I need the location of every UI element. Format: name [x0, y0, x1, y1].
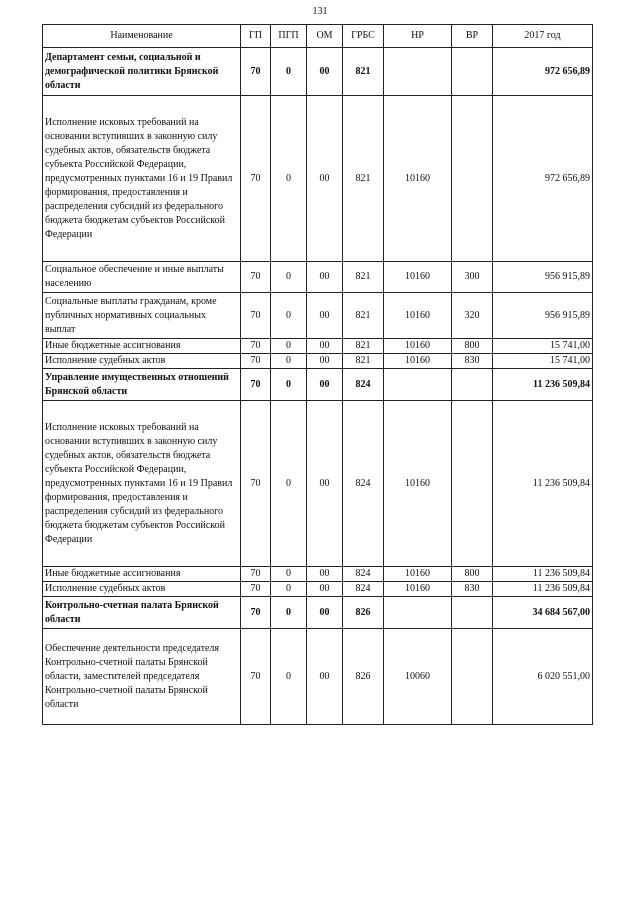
row-vr: 800 — [452, 339, 493, 354]
row-om: 00 — [307, 582, 343, 597]
row-amount: 956 915,89 — [493, 262, 593, 293]
row-amount: 34 684 567,00 — [493, 597, 593, 629]
table-row — [43, 96, 593, 262]
row-name: Иные бюджетные ассигнования — [43, 339, 241, 354]
row-amount: 972 656,89 — [493, 48, 593, 96]
header-amount: 2017 год — [493, 25, 593, 48]
row-grbs: 821 — [343, 354, 384, 369]
row-amount: 6 020 551,00 — [493, 629, 593, 725]
row-grbs: 826 — [343, 597, 384, 629]
row-name: Социальное обеспечение и иные выплаты населению — [43, 262, 241, 293]
header-pgp: ПГП — [271, 25, 307, 48]
row-pgp: 0 — [271, 354, 307, 369]
budget-table — [42, 24, 593, 725]
row-nr: 10160 — [384, 567, 452, 582]
table-row — [43, 567, 593, 582]
row-name: Управление имущественных отношений Брянской области — [43, 369, 241, 401]
row-nr: 10160 — [384, 262, 452, 293]
row-gp: 70 — [241, 582, 271, 597]
row-vr: 320 — [452, 293, 493, 339]
row-om: 00 — [307, 96, 343, 262]
row-vr — [452, 401, 493, 567]
row-amount: 972 656,89 — [493, 96, 593, 262]
row-pgp: 0 — [271, 96, 307, 262]
row-grbs: 821 — [343, 262, 384, 293]
row-nr: 10060 — [384, 629, 452, 725]
row-name: Департамент семьи, социальной и демографической политики Брянской области — [43, 48, 241, 96]
row-grbs: 824 — [343, 567, 384, 582]
row-amount: 11 236 509,84 — [493, 582, 593, 597]
row-gp: 70 — [241, 48, 271, 96]
row-grbs: 824 — [343, 582, 384, 597]
page-number: 131 — [312, 6, 328, 17]
row-nr — [384, 369, 452, 401]
row-pgp: 0 — [271, 339, 307, 354]
header-nr: НР — [384, 25, 452, 48]
row-om: 00 — [307, 354, 343, 369]
row-vr — [452, 629, 493, 725]
row-vr — [452, 96, 493, 262]
row-nr: 10160 — [384, 582, 452, 597]
row-grbs: 821 — [343, 293, 384, 339]
row-pgp: 0 — [271, 262, 307, 293]
table-row — [43, 597, 593, 629]
row-nr: 10160 — [384, 96, 452, 262]
row-pgp: 0 — [271, 629, 307, 725]
row-gp: 70 — [241, 354, 271, 369]
row-amount: 11 236 509,84 — [493, 369, 593, 401]
row-om: 00 — [307, 401, 343, 567]
row-pgp: 0 — [271, 401, 307, 567]
row-om: 00 — [307, 597, 343, 629]
table-row — [43, 354, 593, 369]
table-row — [43, 339, 593, 354]
row-nr: 10160 — [384, 354, 452, 369]
row-amount: 11 236 509,84 — [493, 401, 593, 567]
row-amount: 15 741,00 — [493, 339, 593, 354]
row-gp: 70 — [241, 369, 271, 401]
row-grbs: 826 — [343, 629, 384, 725]
table-row — [43, 293, 593, 339]
row-pgp: 0 — [271, 369, 307, 401]
row-gp: 70 — [241, 629, 271, 725]
header-grbs: ГРБС — [343, 25, 384, 48]
row-gp: 70 — [241, 597, 271, 629]
row-vr: 830 — [452, 354, 493, 369]
row-grbs: 821 — [343, 96, 384, 262]
row-name: Социальные выплаты гражданам, кроме публичных нормативных социальных выплат — [43, 293, 241, 339]
row-nr — [384, 48, 452, 96]
table-row — [43, 369, 593, 401]
table-header-row — [43, 25, 593, 48]
row-amount: 956 915,89 — [493, 293, 593, 339]
row-name: Исполнение исковых требований на основании вступивших в законную силу судебных актов, обязательств бюджета субъекта Российской Федерации, предусмотренных пунктами 16 и 19 Правил формирования, предоставления и распределения субсидий из федерального бюджета бюджетам субъектов Российской Федерации — [43, 96, 241, 262]
row-name: Исполнение судебных актов — [43, 582, 241, 597]
row-om: 00 — [307, 48, 343, 96]
row-name: Исполнение исковых требований на основании вступивших в законную силу судебных актов, обязательств бюджета субъекта Российской Федерации, предусмотренных пунктами 16 и 19 Правил формирования, предоставления и распределения субсидий из федерального бюджета бюджетам субъектов Российской Федерации — [43, 401, 241, 567]
row-amount: 15 741,00 — [493, 354, 593, 369]
header-gp: ГП — [241, 25, 271, 48]
row-nr: 10160 — [384, 339, 452, 354]
row-vr: 800 — [452, 567, 493, 582]
row-name: Исполнение судебных актов — [43, 354, 241, 369]
row-nr — [384, 597, 452, 629]
row-vr — [452, 597, 493, 629]
row-vr: 300 — [452, 262, 493, 293]
row-om: 00 — [307, 629, 343, 725]
row-grbs: 821 — [343, 339, 384, 354]
row-pgp: 0 — [271, 597, 307, 629]
row-name: Иные бюджетные ассигнования — [43, 567, 241, 582]
row-gp: 70 — [241, 262, 271, 293]
row-name: Обеспечение деятельности председателя Контрольно-счетной палаты Брянской области, заместителей председателя Контрольно-счетной палаты Брянской области — [43, 629, 241, 725]
row-amount: 11 236 509,84 — [493, 567, 593, 582]
table-row — [43, 582, 593, 597]
row-name: Контрольно-счетная палата Брянской области — [43, 597, 241, 629]
row-gp: 70 — [241, 339, 271, 354]
row-gp: 70 — [241, 293, 271, 339]
row-gp: 70 — [241, 401, 271, 567]
header-vr: ВР — [452, 25, 493, 48]
header-om: ОМ — [307, 25, 343, 48]
row-grbs: 824 — [343, 401, 384, 567]
row-om: 00 — [307, 293, 343, 339]
table-row — [43, 401, 593, 567]
row-grbs: 824 — [343, 369, 384, 401]
row-pgp: 0 — [271, 582, 307, 597]
row-nr: 10160 — [384, 401, 452, 567]
row-pgp: 0 — [271, 293, 307, 339]
row-om: 00 — [307, 262, 343, 293]
row-om: 00 — [307, 369, 343, 401]
row-gp: 70 — [241, 567, 271, 582]
row-grbs: 821 — [343, 48, 384, 96]
row-vr — [452, 369, 493, 401]
row-om: 00 — [307, 567, 343, 582]
row-vr — [452, 48, 493, 96]
table-row — [43, 629, 593, 725]
row-om: 00 — [307, 339, 343, 354]
row-nr: 10160 — [384, 293, 452, 339]
row-pgp: 0 — [271, 567, 307, 582]
row-gp: 70 — [241, 96, 271, 262]
header-name: Наименование — [43, 25, 241, 48]
table-row — [43, 262, 593, 293]
row-vr: 830 — [452, 582, 493, 597]
table-row — [43, 48, 593, 96]
row-pgp: 0 — [271, 48, 307, 96]
